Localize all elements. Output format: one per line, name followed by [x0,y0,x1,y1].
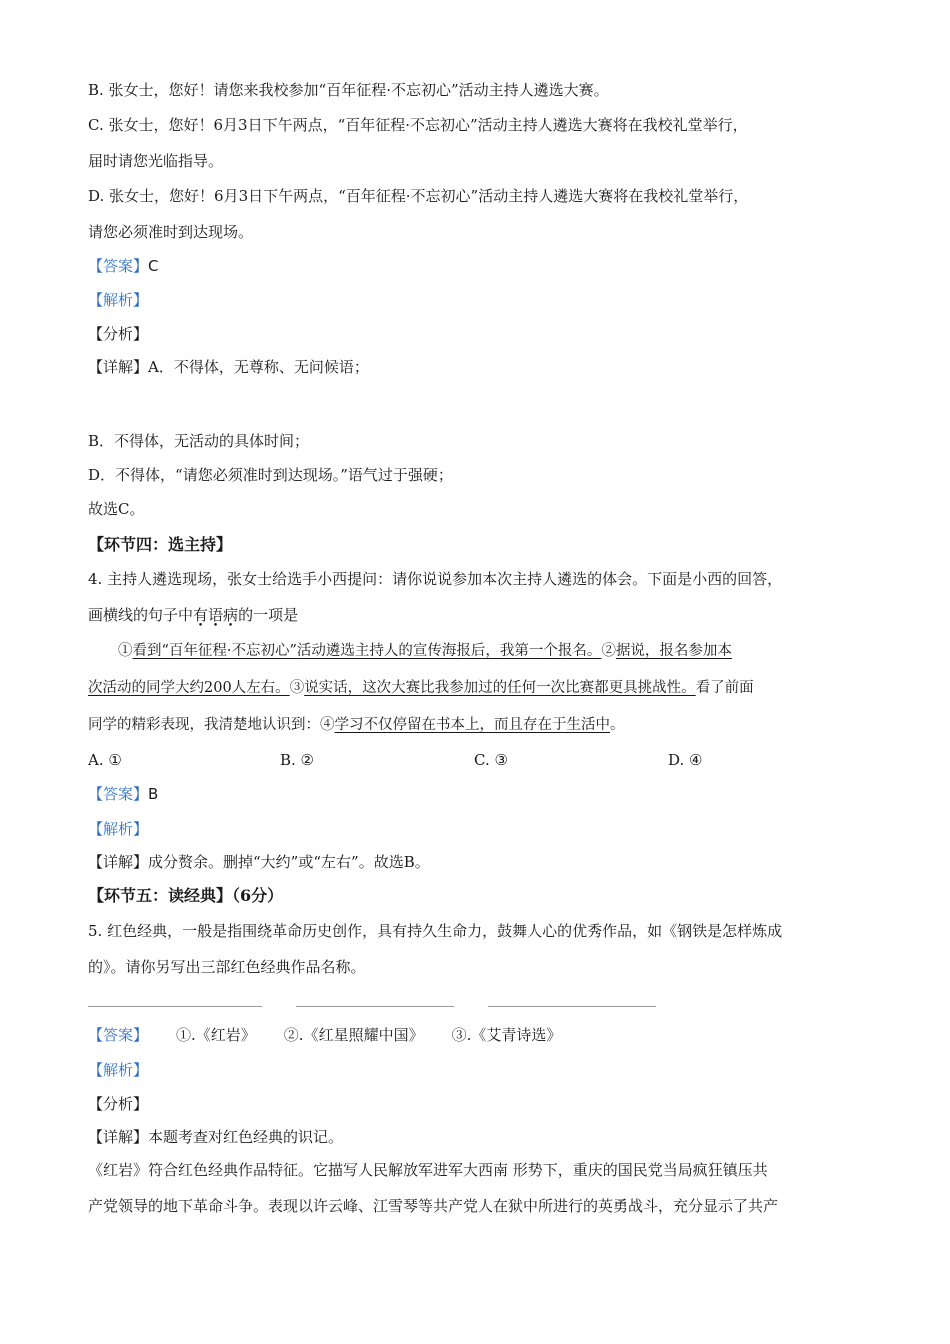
answer-blank-1[interactable] [88,1006,262,1007]
q3-fenxi-label: 【分析】 [88,325,149,343]
circled-2: ② [601,643,616,659]
q4-detail: 成分赘余。删掉“大约”或“左右”。故选B。 [148,853,430,871]
option-c-line1: C. 张女士，您好！6月3日下午两点，“百年征程·不忘初心”活动主持人遴选大赛将在我校礼堂举行， [88,116,748,134]
q4-answer: B [148,785,159,803]
xiangjie-label: 【详解】 [88,358,149,376]
underlined-sentence-2b: 次活动的同学大约200人左右。 [88,680,290,696]
section4-title: 【环节四：选主持】 [88,535,233,554]
q4-stem-line2 [88,605,298,625]
q4-jiexi-label: 【解析】 [88,820,149,838]
circled-3: ③ [289,680,305,696]
q3-detail-row [88,357,369,377]
q4-stem-text: 画横线的句子中 [88,606,194,624]
answer-label: 【答案】 [88,785,149,803]
option-d-line1: D. 张女士，您好！6月3日下午两点，“百年征程·不忘初心”活动主持人遴选大赛将在我校礼堂举行， [88,187,749,205]
passage-text: 看了前面 [695,680,754,696]
underlined-sentence-3: 说实话，这次大赛比我参加过的任何一次比赛都更具挑战性。 [304,680,696,696]
q5-jiexi-label: 【解析】 [88,1061,149,1079]
q3-detail-a: A．不得体，无尊称、无问候语； [148,358,369,376]
option-b: B. 张女士，您好！请您来我校参加“百年征程·不忘初心”活动主持人遴选大赛。 [88,81,609,99]
q4-passage-line2 [88,678,754,698]
q5-stem-line1: 5. 红色经典，一般是指围绕革命历史创作，具有持久生命力，鼓舞人心的优秀作品，如《钢铁是怎样炼成 [88,922,783,940]
q4-option-d: D. ④ [668,751,703,769]
q3-answer: C [148,257,159,275]
q4-detail-row [88,852,430,872]
q4-passage-line3 [88,715,625,735]
q5-stem-line2: 的》。请你另写出三部红色经典作品名称。 [88,958,366,976]
q5-answer-2: ②.《红星照耀中国》 [283,1026,424,1044]
option-c-line2: 届时请您光临指导。 [88,152,224,170]
q5-detail-row [88,1127,343,1147]
q5-explain-line2: 产党领导的地下革命斗争。表现以许云峰、江雪琴等共产党人在狱中所进行的英勇战斗，充分显示了共产 [88,1197,779,1215]
passage-text: 。 [610,717,625,733]
xiangjie-label: 【详解】 [88,853,149,871]
underlined-sentence-2a: 据说，报名参加本 [615,643,732,659]
q4-stem-line1: 4. 主持人遴选现场，张女士给选手小西提问：请你说说参加本次主持人遴选的体会。下面是小西的回答， [88,570,783,588]
q3-jiexi-label: 【解析】 [88,291,149,309]
q3-detail-d: D．不得体，“请您必须准时到达现场。”语气过于强硬； [88,466,453,484]
answer-label: 【答案】 [88,257,149,275]
emphasis-char: 病 [223,606,239,624]
underlined-sentence-4: 学习不仅停留在书本上，而且存在于生活中 [334,717,610,733]
passage-text: 同学的精彩表现，我清楚地认识到：④ [88,717,335,733]
q4-option-a: A. ① [88,751,122,769]
emphasis-char: 语 [208,606,224,624]
section5-title: 【环节五：读经典】（6分） [88,886,284,905]
emphasis-char: 有 [193,606,209,624]
q5-answer-row [88,1025,561,1045]
q5-detail: 本题考查对红色经典的识记。 [148,1128,344,1146]
option-d-line2: 请您必须准时到达现场。 [88,223,254,241]
q4-stem-text: 的一项是 [238,606,299,624]
q4-passage-line1 [118,641,732,661]
xiangjie-label: 【详解】 [88,1128,149,1146]
q3-detail-b: B．不得体，无活动的具体时间； [88,432,310,450]
q3-answer-row [88,256,159,276]
answer-blank-2[interactable] [296,1006,454,1007]
q3-conclusion: 故选C。 [88,500,145,518]
q5-answer-1: ①.《红岩》 [176,1026,256,1044]
q4-option-b: B. ② [280,751,315,769]
q5-explain-line1: 《红岩》符合红色经典作品特征。它描写人民解放军进军大西南 形势下，重庆的国民党当局疯狂镇压共 [88,1161,768,1179]
circled-1: ① [118,643,133,659]
q4-option-c: C. ③ [474,751,508,769]
q5-fenxi-label: 【分析】 [88,1095,149,1113]
answer-label: 【答案】 [88,1026,149,1044]
q4-answer-row [88,784,158,804]
answer-blank-3[interactable] [488,1006,656,1007]
underlined-sentence-1: 看到“百年征程·不忘初心”活动遴选主持人的宣传海报后，我第一个报名。 [132,643,602,659]
q5-answer-3: ③.《艾青诗选》 [451,1026,562,1044]
